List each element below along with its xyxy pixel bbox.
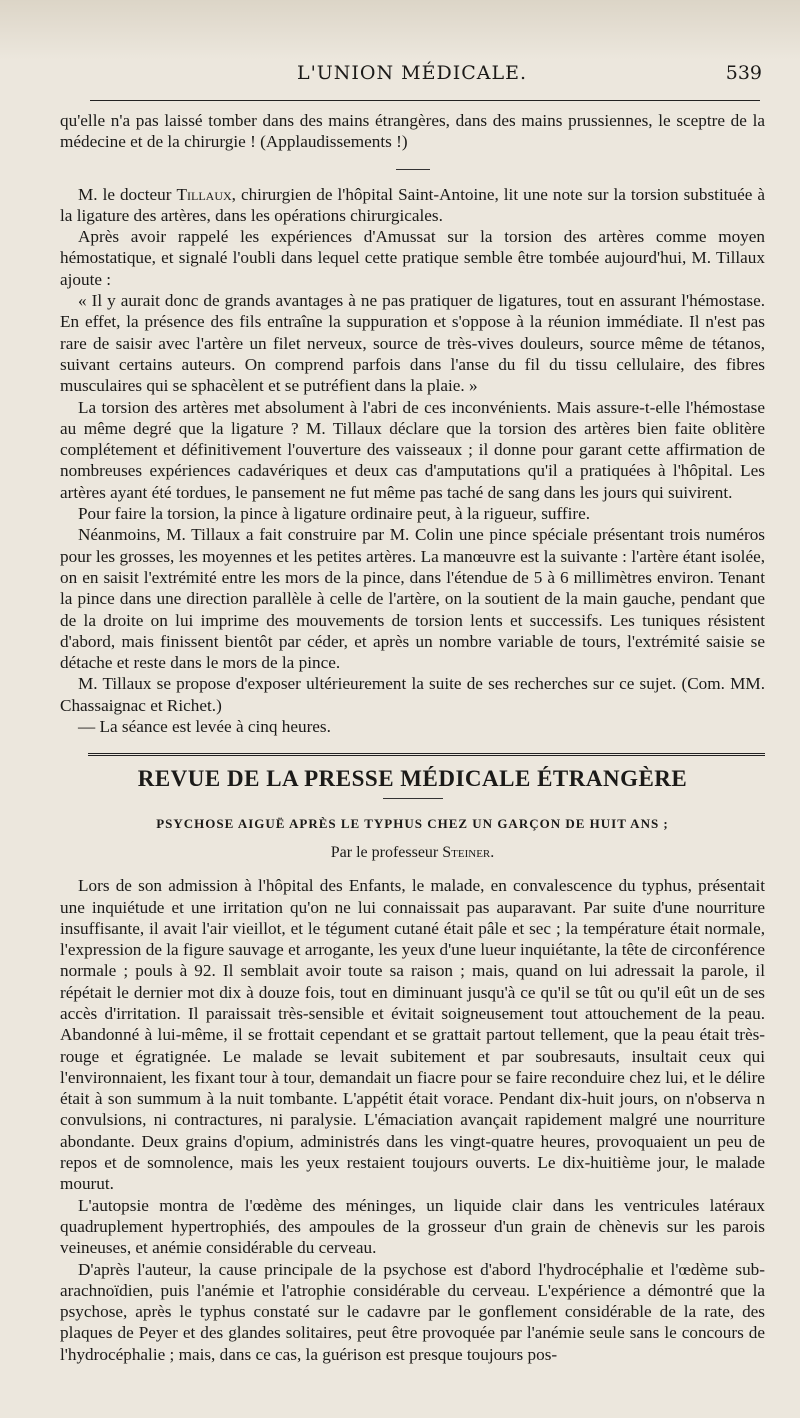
intro-text: M. le docteur	[78, 184, 177, 204]
quotation-paragraph: « Il y aurait donc de grands avantages à ne pas pratiquer de ligatures, tout en assurant l'hémostase. En effet, la présence des fils entraîne la suppuration et s'oppose à la réunion immédiate. Il n'est pas rare de saisir avec l'artère un filet nerveux, source de très-vives douleurs, source même de tétanos, suivant certains auteurs. On comprend parfois dans l'anse du fil du tissu cellulaire, des fibres musculaires qui se sphacèlent et se putréfient dans la plaie. »	[60, 291, 765, 396]
paragraph: D'après l'auteur, la cause principale de la psychose est d'abord l'hydrocéphalie et l'œdème sub-arachnoïdien, puis l'anémie et l'atrophie considérable du cerveau. L'expérience a démontré que la psychose, après le typhus constaté sur le cadavre par le gonflement considérable de la rate, des plaques de Peyer et des glandes solitaires, peut être provoquée par l'anémie seule sans le concours de l'hydrocéphalie ; mais, dans ce cas, la guérison est presque toujours pos-	[60, 1259, 765, 1364]
paragraph: Néanmoins, M. Tillaux a fait construire par M. Colin une pince spéciale présentant trois numéros pour les grosses, les moyennes et les petites artères. La manœuvre est la suivante : l'artère étant isolée, on en saisit l'extrémité entre les mors de la pince, dans l'étendue de 5 à 6 millimètres environ. Tenant la pince dans une direction parallèle à celle de l'artère, on la soutient de la main gauche, pendant que de la droite on lui imprime des mouvements de torsion lents et successifs. Les tuniques résistent d'abord, mais finissent bientôt par céder, et après un nombre variable de tours, l'extrémité saisie se détache et reste dans le mors de la pince.	[60, 525, 765, 673]
paragraph: L'autopsie montra de l'œdème des méninges, un liquide clair dans les ventricules latéraux quadruplement hypertrophiés, des ampoules de la grosseur d'un grain de chènevis sur les parois veineuses, et anémie considérable du cerveau.	[60, 1195, 765, 1258]
article-title: PSYCHOSE AIGUË APRÈS LE TYPHUS CHEZ UN GARÇON DE HUIT ANS ;	[156, 815, 669, 831]
header-rule	[90, 100, 760, 101]
bleed-through-area	[0, 0, 800, 60]
paragraph: Pour faire la torsion, la pince à ligature ordinaire peut, à la rigueur, suffire.	[78, 504, 591, 524]
author-name: Steiner	[442, 843, 491, 861]
page-body	[60, 110, 765, 1365]
byline	[60, 842, 765, 863]
paragraph: Après avoir rappelé les expériences d'Amussat sur la torsion des artères comme moyen hémostatique, et signalé l'oubli dans lequel cette pratique semble être tombée aujourd'hui, M. Tillaux ajoute :	[60, 227, 765, 289]
page-number: 539	[725, 62, 762, 84]
paragraph: M. Tillaux se propose d'exposer ultérieurement la suite de ses recherches sur ce sujet. (Com. MM. Chassaignac et Richet.)	[60, 674, 765, 715]
author-name: Tillaux	[176, 184, 232, 204]
intro-text: , chirurgien de l'hôpital Saint-Antoine, lit une note sur la torsion substituée à la ligature des artères, dans les opérations chirurgicales.	[60, 184, 765, 225]
running-title: L'UNION MÉDICALE.	[296, 62, 528, 84]
tillaux-intro	[60, 184, 765, 227]
byline-text: .	[490, 843, 495, 861]
separator	[383, 798, 443, 799]
section-rule	[88, 753, 765, 758]
section-title: REVUE DE LA PRESSE MÉDICALE ÉTRANGÈRE	[137, 766, 688, 792]
paragraph: Lors de son admission à l'hôpital des Enfants, le malade, en convalescence du typhus, présentait une inquiétude et une irritation qu'on ne lui connaissait pas auparavant. Par suite d'une nourriture insuffisante, il avait l'air vieillot, et le tégument cutané était pâle et sec ; la température était normale, l'expression de la figure sauvage et arrogante, les yeux d'une lueur inquiétante, la tête de circonférence normale ; pouls à 92. Il semblait avoir toute sa raison ; mais, quand on lui adressait la parole, il répétait le dernier mot dix à douze fois, tout en diminuant jusqu'à ce qu'il se tût ou qu'il eût un de ses accès d'irritation. Il paraissait très-sensible et évitait soigneusement tout attouchement de la peau. Abandonné à lui-même, il se frottait cependant et se grattait partout tellement, que la peau était très-rouge et égratignée. Le malade se levait subitement et par soubresauts, insultait ceux qui l'environnaient, les fixant tour à tour, demandait un fiacre pour se faire reconduire chez lui, et le délire était à son summum à la nuit tombante. L'appétit était vorace. Pendant dix-huit jours, on n'observa n convulsions, ni contractures, ni paralysie. L'émaciation avançait rapidement malgré une nourriture abondante. Deux grains d'opium, administrés dans les vingt-quatre heures, provoquaient un peu de repos et de somnolence, mais les yeux restaient toujours ouverts. Le dix-huitième jour, le malade mourut.	[60, 876, 765, 1194]
closing-line: — La séance est levée à cinq heures.	[78, 717, 331, 737]
byline-text: Par le professeur	[330, 843, 443, 861]
separator	[396, 169, 430, 170]
paragraph: La torsion des artères met absolument à l'abri de ces inconvénients. Mais assure-t-elle l'hémostase au même degré que la ligature ? M. Tillaux déclare que la torsion des artères bien faite oblitère complétement et définitivement l'ouverture des vaisseaux ; il donne pour garant cette affirmation de nombreuses expériences cadavériques et deux cas d'amputations qu'il a pratiquées à l'hôpital. Les artères ayant été tordues, le pansement ne fut même pas taché de sang dans les jours qui suivirent.	[60, 397, 765, 502]
page-header	[62, 60, 762, 96]
paragraph: qu'elle n'a pas laissé tomber dans des mains étrangères, dans des mains prussiennes, le sceptre de la médecine et de la chirurgie ! (Applaudissements !)	[60, 111, 765, 152]
